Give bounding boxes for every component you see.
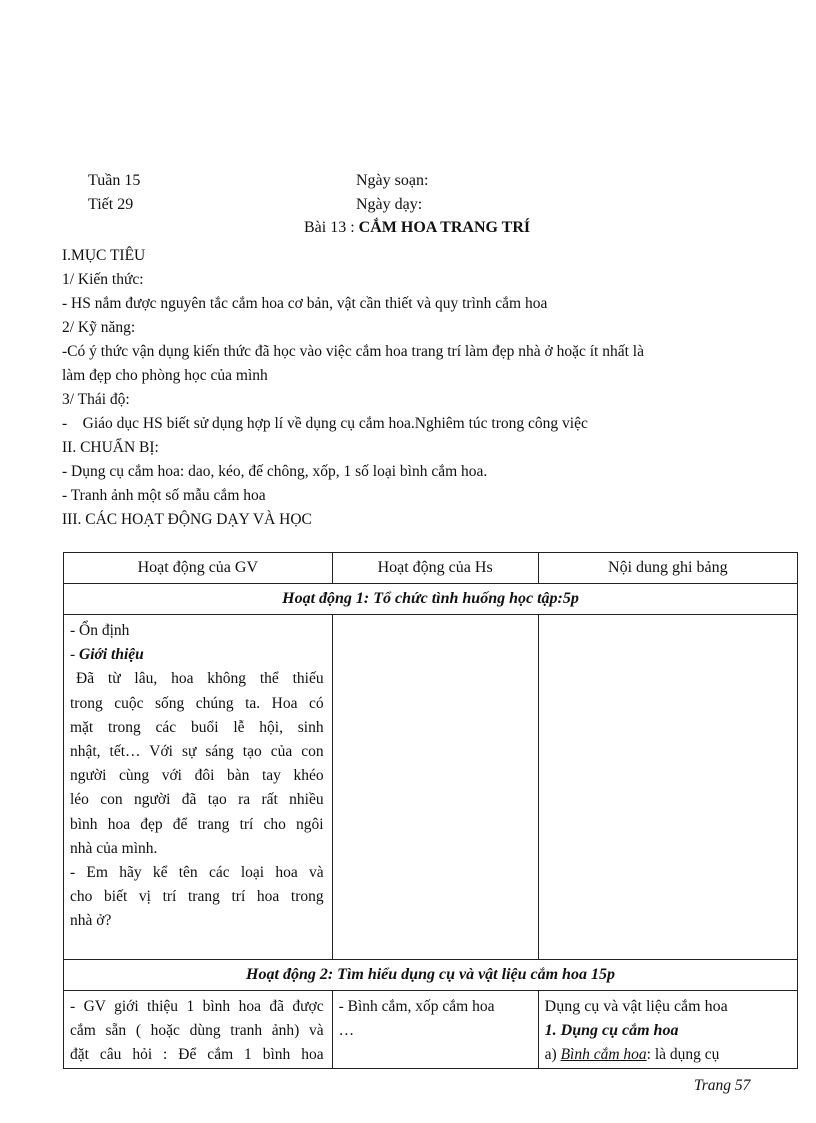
- a1-gv-line: người cùng với đôi bàn tay khéo: [70, 767, 324, 785]
- a2-nd-item-desc: : là dụng cụ: [646, 1046, 720, 1064]
- knowledge-text: - HS nắm được nguyên tắc cắm hoa cơ bản, vật cần thiết và quy trình cắm hoa: [62, 295, 548, 312]
- activity1-title-row: [64, 584, 798, 615]
- knowledge-heading: 1/ Kiến thức:: [62, 271, 144, 288]
- a1-gv-line: mặt trong các buổi lễ hội, sinh: [70, 718, 324, 736]
- a1-gv-line: trong cuộc sống chúng ta. Hoa có: [70, 694, 324, 712]
- col-hs-header: Hoạt động của Hs: [332, 553, 538, 584]
- skills-heading: 2/ Kỹ năng:: [62, 319, 136, 336]
- prep-date-label: Ngày soạn:: [356, 172, 429, 189]
- objectives-heading: I.MỤC TIÊU: [62, 247, 146, 264]
- table-header-row: [64, 553, 798, 584]
- week-label: Tuần 15: [88, 172, 141, 189]
- a1-gv-line: nhà của mình.: [70, 839, 158, 857]
- activity2-title-row: [64, 960, 798, 991]
- activity2-hs-cell: [332, 991, 538, 1069]
- a1-gv-line: nhà ở?: [70, 912, 112, 930]
- a2-nd-subheading: 1. Dụng cụ cắm hoa: [544, 1022, 679, 1040]
- a1-gv-line: nhật, tết… Với sự sáng tạo của con: [70, 743, 324, 761]
- a1-gv-line: - Ổn định: [70, 622, 130, 639]
- activity2-gv-cell: [64, 991, 333, 1069]
- a1-gv-intro: [70, 643, 324, 667]
- a1-gv-line: - Em hãy kể tên các loại hoa và: [70, 864, 324, 882]
- a2-nd-heading: Dụng cụ và vật liệu cắm hoa: [544, 998, 728, 1015]
- a1-gv-line: bình hoa đẹp để trang trí cho ngôi: [70, 815, 324, 833]
- activity1-title: Hoạt động 1: Tổ chức tình huống học tập:5p: [64, 584, 798, 615]
- a2-nd-item: [545, 1043, 791, 1067]
- col-gv-header: Hoạt động của GV: [64, 553, 333, 584]
- lesson-title: [304, 219, 530, 237]
- col-nd-header: Nội dung ghi bảng: [538, 553, 797, 584]
- a1-gv-intro-label: Giới thiệu: [79, 646, 144, 664]
- a1-gv-line: léo con người đã tạo ra rất nhiều: [70, 791, 324, 809]
- activity1-hs-cell: [332, 615, 538, 960]
- prep-heading: II. CHUẨN BỊ:: [62, 439, 159, 456]
- activity2-nd-cell: [538, 991, 797, 1069]
- a2-hs-line: …: [338, 1022, 355, 1040]
- a1-gv-line: Đã từ lâu, hoa không thể thiếu: [76, 670, 324, 688]
- lesson-name: CẮM HOA TRANG TRÍ: [358, 219, 531, 236]
- lesson-prefix: Bài 13 :: [304, 219, 355, 236]
- activity1-gv-cell: [64, 615, 333, 960]
- a2-gv-line: cắm sẵn ( hoặc dùng tranh ảnh) và: [70, 1022, 324, 1040]
- prep-item-1: - Dụng cụ cắm hoa: dao, kéo, đế chông, xốp, 1 số loại bình cắm hoa.: [62, 463, 488, 480]
- attitude-heading: 3/ Thái độ:: [62, 391, 130, 408]
- activity1-content-row: [64, 615, 798, 960]
- attitude-text: - Giáo dục HS biết sử dụng hợp lí về dụng cụ cắm hoa.Nghiêm túc trong công việc: [62, 415, 588, 432]
- objectives-section: [62, 244, 774, 532]
- a2-gv-line: đặt câu hỏi : Để cắm 1 bình hoa: [70, 1046, 324, 1064]
- a1-gv-line: cho biết vị trí trang trí hoa trong: [70, 888, 324, 906]
- a2-gv-line: - GV giới thiệu 1 bình hoa đã được: [70, 998, 324, 1015]
- skills-text-2: làm đẹp cho phòng học của mình: [62, 367, 268, 384]
- teach-date-label: Ngày dạy:: [356, 196, 423, 213]
- period-label: Tiết 29: [88, 196, 134, 213]
- page-number: Trang 57: [694, 1077, 751, 1094]
- a2-hs-line: - Bình cắm, xốp cắm hoa: [338, 998, 495, 1015]
- activity1-nd-cell: [538, 615, 797, 960]
- a1-gv-intro-dash: -: [70, 646, 80, 664]
- lesson-table: [63, 552, 798, 1069]
- activities-heading: III. CÁC HOẠT ĐỘNG DẠY VÀ HỌC: [62, 511, 312, 528]
- a2-nd-item-marker: a): [544, 1046, 557, 1064]
- activity2-content-row: [64, 991, 798, 1069]
- activity2-title: Hoạt động 2: Tìm hiểu dụng cụ và vật liệu cắm hoa 15p: [64, 960, 798, 991]
- prep-item-2: - Tranh ảnh một số mẫu cắm hoa: [62, 487, 266, 504]
- a2-nd-item-term: Bình cắm hoa: [560, 1046, 647, 1064]
- skills-text-1: -Có ý thức vận dụng kiến thức đã học vào việc cắm hoa trang trí làm đẹp nhà ở hoặc ít nhất là: [62, 343, 644, 360]
